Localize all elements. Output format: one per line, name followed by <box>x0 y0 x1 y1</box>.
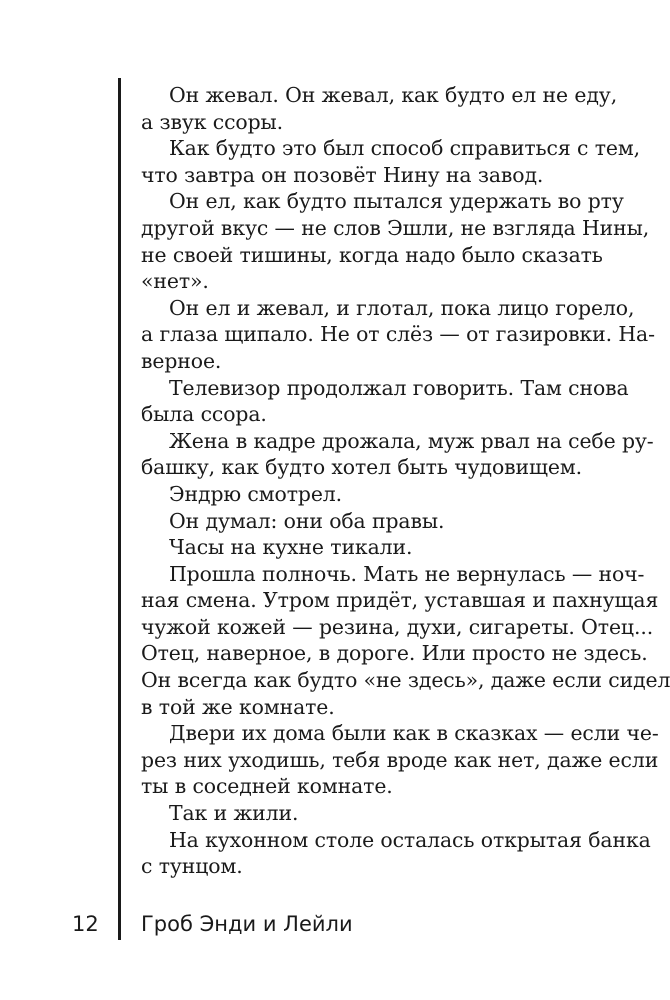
paragraph <box>141 428 654 481</box>
text-line: Он думал: они оба правы. <box>169 508 445 533</box>
vertical-rule <box>118 78 121 940</box>
text-line: с тунцом. <box>141 854 243 879</box>
paragraph <box>141 375 629 428</box>
text-line: Жена в кадре дрожала, муж рвал на себе ру- <box>169 428 654 453</box>
text-line: ная смена. Утром придёт, уставшая и пахнущая <box>141 588 659 613</box>
paragraph <box>141 135 640 188</box>
text-line: Он всегда как будто «не здесь», даже если сидел <box>141 668 670 693</box>
page-number: 12 <box>72 912 99 936</box>
text-line: Отец, наверное, в дороге. Или просто не здесь. <box>141 641 648 666</box>
page-footer <box>0 912 670 946</box>
paragraph <box>141 534 599 561</box>
text-line: Двери их дома были как в сказках — если че- <box>169 721 659 746</box>
running-title: Гроб Энди и Лейли <box>141 912 353 936</box>
text-line: Эндрю смотрел. <box>169 481 343 506</box>
paragraph <box>141 720 659 800</box>
paragraph <box>141 481 599 508</box>
paragraph <box>141 508 599 535</box>
paragraph <box>141 82 618 135</box>
paragraph <box>141 800 599 827</box>
text-line: На кухонном столе осталась открытая банка <box>169 827 651 852</box>
paragraph <box>141 827 651 880</box>
text-line: Телевизор продолжал говорить. Там снова <box>169 375 629 400</box>
text-line: Он ел, как будто пытался удержать во рту <box>169 189 624 214</box>
text-line: верное. <box>141 348 222 373</box>
paragraph <box>141 561 670 721</box>
text-line: Он ел и жевал, и глотал, пока лицо горело, <box>169 295 635 320</box>
text-line: Часы на кухне тикали. <box>169 535 413 560</box>
text-line: Прошла полночь. Мать не вернулась — ноч- <box>169 561 645 586</box>
paragraph <box>141 295 655 375</box>
text-line: башку, как будто хотел быть чудовищем. <box>141 455 582 480</box>
text-line: Так и жили. <box>169 801 299 826</box>
text-line: а глаза щипало. Не от слёз — от газировки. На- <box>141 322 655 347</box>
text-line: рез них уходишь, тебя вроде как нет, даже если <box>141 747 659 772</box>
text-line: ты в соседней комнате. <box>141 774 393 799</box>
paragraph <box>141 188 650 294</box>
text-line: а звук ссоры. <box>141 109 284 134</box>
text-line: другой вкус — не слов Эшли, не взгляда Нины, <box>141 215 650 240</box>
text-line: «нет». <box>141 269 209 294</box>
text-line: Он жевал. Он жевал, как будто ел не еду, <box>169 83 618 107</box>
text-line: что завтра он позовёт Нину на завод. <box>141 162 544 187</box>
text-line: была ссора. <box>141 402 267 427</box>
text-line: не своей тишины, когда надо было сказать <box>141 242 603 267</box>
text-line: Как будто это был способ справиться с тем, <box>169 136 640 161</box>
text-line: в той же комнате. <box>141 694 335 719</box>
text-line: чужой кожей — резина, духи, сигареты. Отец... <box>141 614 654 639</box>
page-body-text <box>141 82 670 880</box>
